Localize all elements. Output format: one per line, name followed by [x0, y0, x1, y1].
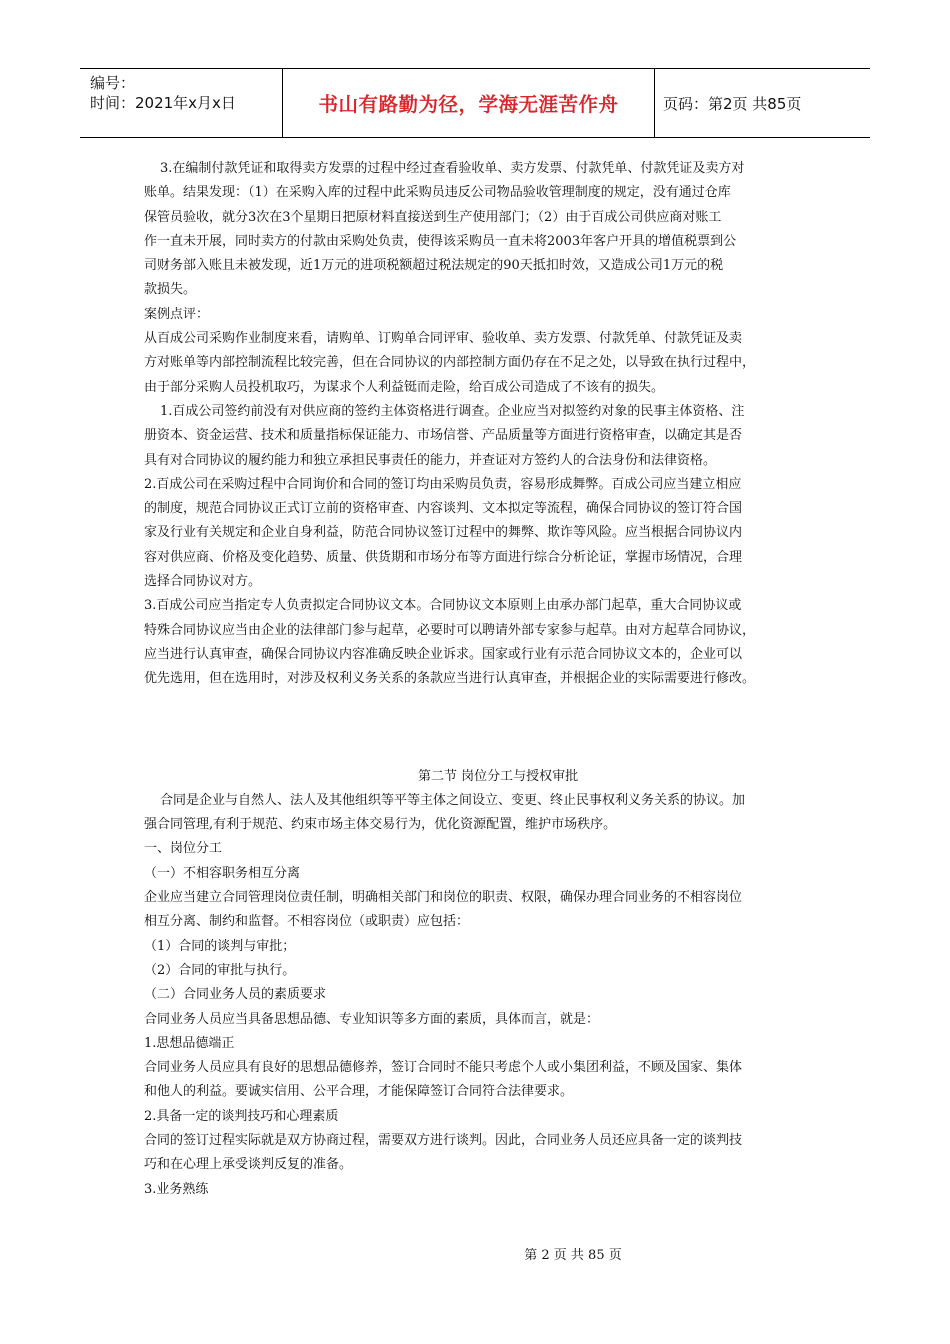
section-line: 和他人的利益。要诚实信用、公平合理，才能保障签订合同符合法律要求。	[144, 1084, 574, 1100]
section-line: 1.思想品德端正	[144, 1035, 235, 1051]
section-line: 一、岗位分工	[144, 841, 223, 857]
paragraph-line: 司财务部入账且未被发现，近1万元的进项税额超过税法规定的90天抵扣时效，又造成公司1万元的税	[144, 258, 724, 274]
section-line: 强合同管理,有利于规范、约束市场主体交易行为，优化资源配置，维护市场秩序。	[144, 817, 617, 833]
paragraph-line: 款损失。	[144, 282, 197, 298]
section-line: （2）合同的审批与执行。	[144, 962, 296, 978]
paragraph-line: 3.在编制付款凭证和取得卖方发票的过程中经过查看验收单、卖方发票、付款凭单、付款凭证及卖方对	[160, 161, 745, 176]
section-line: 相互分离、制约和监督。不相容岗位（或职责）应包括：	[144, 914, 470, 930]
paragraph-line: 容对供应商、价格及变化趋势、质量、供货期和市场分布等方面进行综合分析论证，掌握市场情况，合理	[144, 549, 743, 565]
paragraph-line: 保管员验收，就分3次在3个星期日把原材料直接送到生产使用部门；（2）由于百成公司供应商对账工	[144, 209, 722, 225]
paragraph-line: 方对账单等内部控制流程比较完善，但在合同协议的内部控制方面仍存在不足之处，以导致在执行过程中，	[144, 355, 756, 371]
code-label: 编号：	[90, 74, 136, 92]
paragraph-line: 从百成公司采购作业制度来看，请购单、订购单合同评审、验收单、卖方发票、付款凭单、付款凭证及卖	[144, 331, 743, 347]
paragraph-line: 3.百成公司应当指定专人负责拟定合同协议文本。合同协议文本原则上由承办部门起草，重大合同协议或	[144, 598, 742, 614]
section-line: 合同业务人员应当具备思想品德、专业知识等多方面的素质，具体而言，就是：	[144, 1011, 600, 1027]
document-body	[144, 157, 812, 1202]
paragraph-line: 由于部分采购人员投机取巧，为谋求个人利益铤而走险，给百成公司造成了不该有的损失。	[144, 379, 665, 395]
paragraph-line: 1.百成公司签约前没有对供应商的签约主体资格进行调查。企业应当对拟签约对象的民事主体资格、注	[160, 403, 745, 419]
section-line: 企业应当建立合同管理岗位责任制，明确相关部门和岗位的职责、权限，确保办理合同业务的不相容岗位	[144, 890, 743, 906]
paragraph-line: 2.百成公司在采购过程中合同询价和合同的签订均由采购员负责，容易形成舞弊。百成公司应当建立相应	[144, 476, 742, 492]
section-line: 2.具备一定的谈判技巧和心理素质	[144, 1108, 339, 1124]
page-header	[80, 68, 870, 138]
section-line: （1）合同的谈判与审批；	[144, 938, 296, 954]
paragraph-line: 选择合同协议对方。	[144, 574, 262, 590]
footer-page-number: 第 2 页 共 85 页	[524, 1248, 622, 1263]
section-line: 合同业务人员应具有良好的思想品德修养，签订合同时不能只考虑个人或小集团利益，不顾及国家、集体	[144, 1060, 743, 1076]
paragraph-line: 具有对合同协议的履约能力和独立承担民事责任的能力，并查证对方签约人的合法身份和法律资格。	[144, 452, 717, 468]
header-meta	[80, 69, 282, 137]
date-label: 时间：2021年x月x日	[90, 94, 236, 112]
paragraph-line: 的制度，规范合同协议正式订立前的资格审查、内容谈判、文本拟定等流程，确保合同协议的签订符合国	[144, 501, 743, 517]
paragraph-line: 特殊合同协议应当由企业的法律部门参与起草，必要时可以聘请外部专家参与起草。由对方起草合同协议，	[144, 622, 756, 638]
paragraph-line: 优先选用，但在选用时，对涉及权利义务关系的条款应当进行认真审查，并根据企业的实际需要进行修改。	[144, 671, 756, 687]
section-line: （一）不相容职务相互分离	[144, 865, 301, 881]
section-line: （二）合同业务人员的素质要求	[144, 987, 327, 1003]
header-motto: 书山有路勤为径，学海无涯苦作舟	[282, 69, 655, 137]
paragraph-line: 案例点评：	[144, 306, 210, 322]
paragraph-line: 家及行业有关规定和企业自身利益，防范合同协议签订过程中的舞弊、欺诈等风险。应当根据合同协议内	[144, 525, 743, 541]
header-page-label: 页码：第2页 共85页	[663, 94, 802, 113]
section-line: 合同的签订过程实际就是双方协商过程，需要双方进行谈判。因此，合同业务人员还应具备一定的谈判技	[144, 1132, 743, 1148]
paragraph-line: 应当进行认真审查，确保合同协议内容准确反映企业诉求。国家或行业有示范合同协议文本的，企业可以	[144, 646, 743, 662]
section-title: 第二节 岗位分工与授权审批	[418, 768, 579, 784]
paragraph-line: 作一直未开展，同时卖方的付款由采购处负责，使得该采购员一直未将2003年客户开具的增值税票到公	[144, 233, 737, 249]
paragraph-line: 册资本、资金运营、技术和质量指标保证能力、市场信誉、产品质量等方面进行资格审查，以确定其是否	[144, 428, 743, 444]
page-footer	[0, 1244, 950, 1263]
section-line: 巧和在心理上承受谈判反复的准备。	[144, 1157, 353, 1173]
section-line: 3.业务熟练	[144, 1181, 209, 1197]
section-line: 合同是企业与自然人、法人及其他组织等平等主体之间设立、变更、终止民事权利义务关系的协议。加	[160, 792, 746, 808]
paragraph-line: 账单。结果发现：（1）在采购入库的过程中此采购员违反公司物品验收管理制度的规定，没有通过仓库	[144, 185, 731, 201]
